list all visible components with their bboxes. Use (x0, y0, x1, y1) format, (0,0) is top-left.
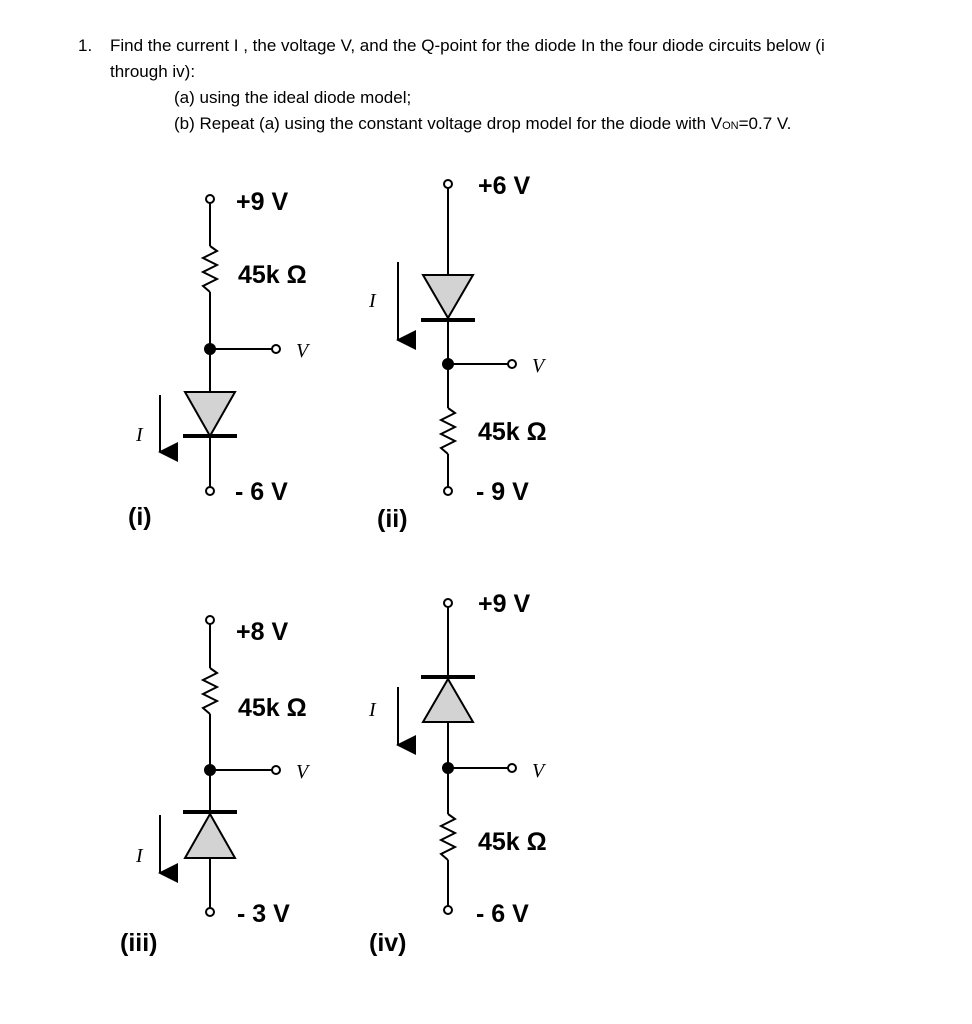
circuit-iv (398, 599, 516, 914)
top-voltage-label: +9 V (236, 188, 289, 216)
current-label: I (369, 290, 376, 312)
terminal-bottom (206, 487, 214, 495)
circuit-ii (398, 180, 516, 495)
terminal-v (272, 766, 280, 774)
resistor-symbol (203, 668, 217, 714)
terminal-bottom (206, 908, 214, 916)
resistor-label: 45k Ω (478, 828, 547, 856)
resistor-label: 45k Ω (238, 694, 307, 722)
resistor-label: 45k Ω (238, 261, 307, 289)
terminal-v (272, 345, 280, 353)
terminal-v (508, 360, 516, 368)
part-b-suffix: =0.7 V. (738, 114, 792, 133)
circuit-iii (160, 616, 280, 916)
resistor-symbol (441, 814, 455, 860)
terminal-top (206, 195, 214, 203)
diode-triangle (185, 392, 235, 436)
circuit-i (160, 195, 280, 495)
current-label: I (136, 845, 143, 867)
diode-triangle (423, 275, 473, 318)
question-line-1: Find the current I , the voltage V, and the Q-point for the diode In the four diode circuits below (i (110, 36, 825, 55)
part-b-subscript: ON (722, 120, 739, 132)
node-v-label: V (296, 340, 309, 362)
top-voltage-label: +6 V (478, 172, 531, 200)
bottom-voltage-label: - 6 V (235, 478, 288, 506)
part-a: (a) using the ideal diode model; (174, 88, 412, 107)
circuit-label: (iii) (120, 929, 158, 957)
current-label: I (369, 699, 376, 721)
terminal-v (508, 764, 516, 772)
terminal-bottom (444, 487, 452, 495)
current-label: I (136, 424, 143, 446)
terminal-bottom (444, 906, 452, 914)
circuit-label: (i) (128, 503, 152, 531)
bottom-voltage-label: - 9 V (476, 478, 529, 506)
question-number: 1. (78, 36, 93, 55)
terminal-top (206, 616, 214, 624)
resistor-symbol (203, 246, 217, 292)
terminal-top (444, 599, 452, 607)
bottom-voltage-label: - 3 V (237, 900, 290, 928)
terminal-top (444, 180, 452, 188)
question-line-2: through iv): (110, 62, 196, 81)
top-voltage-label: +8 V (236, 618, 289, 646)
resistor-symbol (441, 408, 455, 454)
bottom-voltage-label: - 6 V (476, 900, 529, 928)
diode-triangle (185, 814, 235, 858)
circuit-label: (ii) (377, 505, 408, 533)
node-v-label: V (532, 760, 545, 782)
resistor-label: 45k Ω (478, 418, 547, 446)
node-v-label: V (532, 355, 545, 377)
top-voltage-label: +9 V (478, 590, 531, 618)
node-v-label: V (296, 761, 309, 783)
circuit-label: (iv) (369, 929, 407, 957)
part-b-text: (b) Repeat (a) using the constant voltage drop model for the diode with V (174, 114, 723, 133)
diode-triangle (423, 679, 473, 722)
